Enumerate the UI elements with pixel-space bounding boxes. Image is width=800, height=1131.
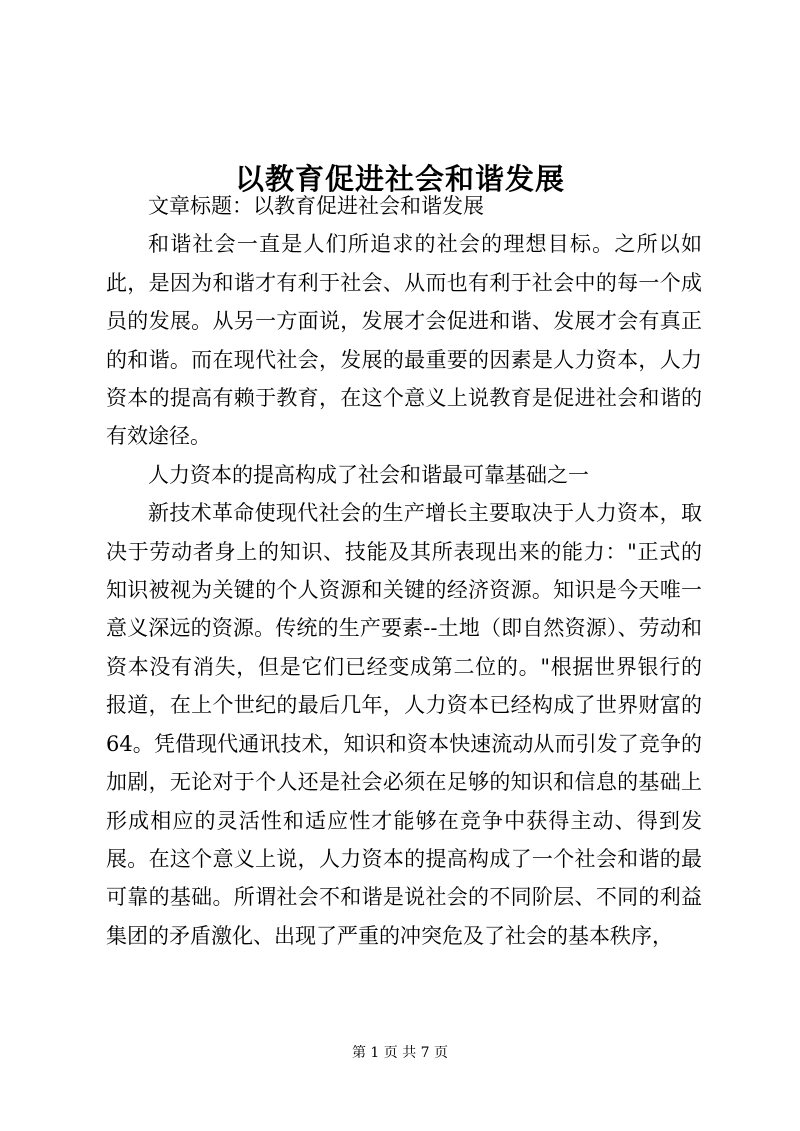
section-heading: 人力资本的提高构成了社会和谐最可靠基础之一 <box>148 462 589 487</box>
document-body <box>106 187 702 955</box>
body-paragraph: 和谐社会一直是人们所追求的社会的理想目标。之所以如此，是因为和谐才有利于社会、从而也有利于社会中的每一个成员的发展。从另一方面说，发展才会促进和谐、发展才会有真正的和谐。而在现代社会，发展的最重要的因素是人力资本，人力资本的提高有赖于教育，在这个意义上说教育是促进社会和谐的有效途径。 <box>106 232 702 449</box>
article-title-line: 文章标题：以教育促进社会和谐发展 <box>148 194 484 218</box>
page-footer: 第 1 页 共 7 页 <box>351 1045 449 1061</box>
body-paragraph: 新技术革命使现代社会的生产增长主要取决于人力资本，取决于劳动者身上的知识、技能及其所表现出来的能力："正式的知识被视为关键的个人资源和关键的经济资源。知识是今天唯一意义深远的资源。传统的生产要素--土地（即自然资源）、劳动和资本没有消失，但是它们已经变成第二位的。"根据世界银行的报道，在上个世纪的最后几年，人力资本已经构成了世界财富的64。凭借现代通讯技术，知识和资本快速流动从而引发了竞争的加剧，无论对于个人还是社会必须在足够的知识和信息的基础上形成相应的灵活性和适应性才能够在竞争中获得主动、得到发展。在这个意义上说，人力资本的提高构成了一个社会和谐的最可靠的基础。所谓社会不和谐是说社会的不同阶层、不同的利益集团的矛盾激化、出现了严重的冲突危及了社会的基本秩序， <box>106 501 702 948</box>
page-title: 以教育促进社会和谐发展 <box>234 162 565 197</box>
